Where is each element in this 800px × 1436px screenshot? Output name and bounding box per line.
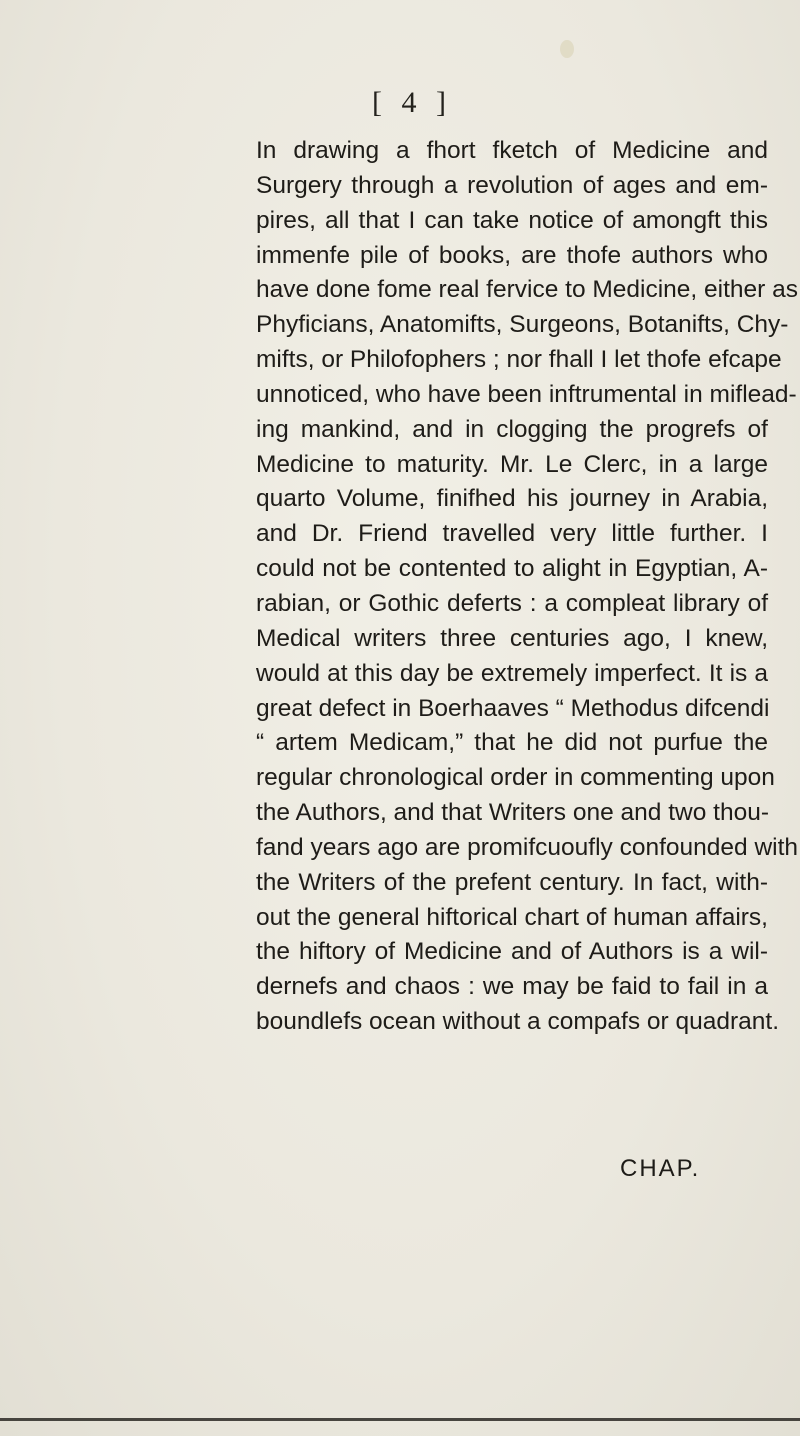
text-line-20: the Authors, and that Writers one and two thou-: [256, 799, 769, 827]
text-line-17: great defect in Boerhaaves “ Methodus difcendi: [256, 694, 770, 722]
text-line-23: out the general hiftorical chart of human affairs,: [256, 903, 768, 931]
text-line-3: pires, all that I can take notice of amongft this: [256, 206, 768, 234]
text-line-21: fand years ago are promifcuoufly confounded with: [256, 833, 799, 861]
text-line-25: dernefs and chaos : we may be faid to fail in a: [256, 973, 768, 1001]
text-line-16: would at this day be extremely imperfect. It is a: [256, 659, 768, 687]
paper-stain: [560, 40, 574, 58]
text-line-12: and Dr. Friend travelled very little further. I: [256, 520, 768, 548]
text-line-5: have done fome real fervice to Medicine, either as: [256, 276, 799, 304]
text-line-18: “ artem Medicam,” that he did not purfue the: [256, 729, 768, 757]
text-line-10: Medicine to maturity. Mr. Le Clerc, in a large: [256, 450, 768, 478]
text-line-15: Medical writers three centuries ago, I knew,: [256, 624, 768, 652]
page-number: [ 4 ]: [372, 86, 452, 119]
catchword: CHAP.: [620, 1155, 701, 1182]
text-line-26: boundlefs ocean without a compafs or quadrant.: [256, 1008, 780, 1036]
text-line-13: could not be contented to alight in Egyptian, A-: [256, 555, 768, 583]
text-line-1: In drawing a fhort fketch of Medicine and: [256, 137, 768, 164]
text-line-9: ing mankind, and in clogging the progrefs of: [256, 415, 768, 443]
text-line-19: regular chronological order in commenting upon: [256, 764, 775, 792]
text-line-11: quarto Volume, finifhed his journey in Arabia,: [256, 485, 768, 513]
text-line-2: Surgery through a revolution of ages and em-: [256, 171, 768, 199]
page-bottom-edge: [0, 1418, 800, 1421]
text-line-8: unnoticed, who have been inftrumental in miflead-: [256, 380, 797, 408]
text-line-14: rabian, or Gothic deferts : a compleat library of: [256, 589, 768, 617]
body-paragraph: [256, 134, 799, 1040]
text-line-22: the Writers of the prefent century. In fact, with-: [256, 868, 768, 896]
text-line-4: immenfe pile of books, are thofe authors who: [256, 241, 768, 269]
text-line-7: mifts, or Philofophers ; nor fhall I let thofe efcape: [256, 346, 782, 374]
text-line-24: the hiftory of Medicine and of Authors is a wil-: [256, 938, 768, 966]
text-line-6: Phyficians, Anatomifts, Surgeons, Botanifts, Chy-: [256, 311, 789, 339]
